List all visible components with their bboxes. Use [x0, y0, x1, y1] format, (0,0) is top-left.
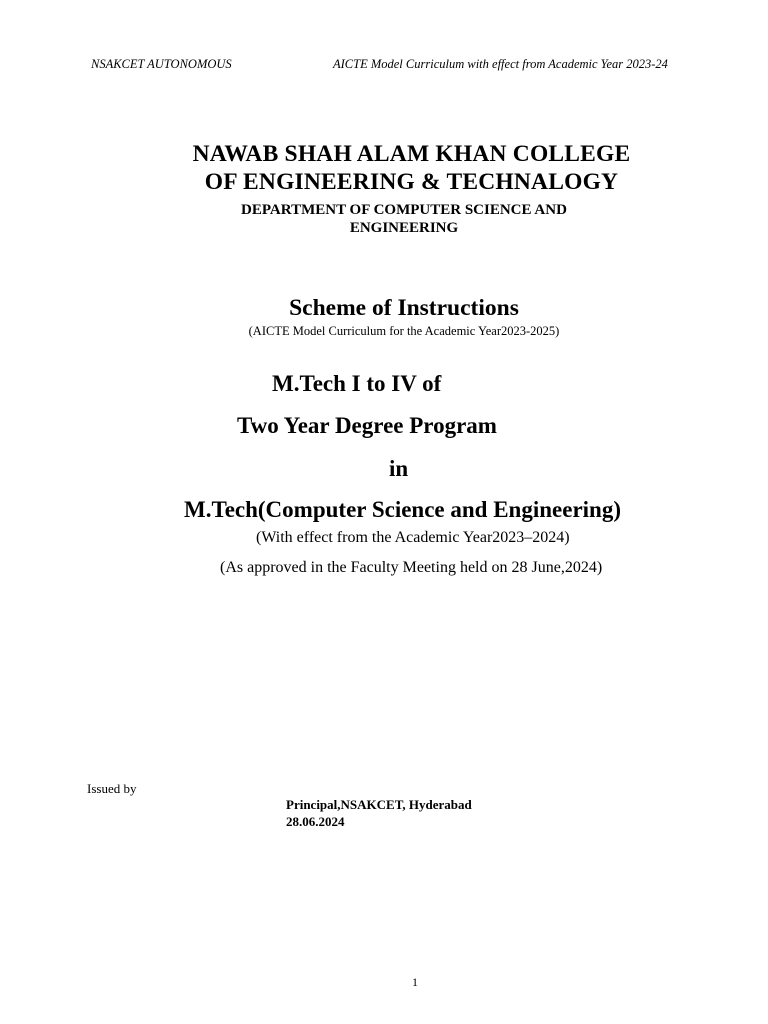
college-name-line-1: NAWAB SHAH ALAM KHAN COLLEGE: [192, 141, 631, 167]
running-header-right: AICTE Model Curriculum with effect from Academic Year 2023-24: [333, 57, 668, 71]
program-line-3: in: [389, 456, 409, 481]
college-name-line-2: OF ENGINEERING & TECHNALOGY: [204, 169, 619, 195]
page-number: 1: [412, 975, 418, 989]
department-name-line-1: DEPARTMENT OF COMPUTER SCIENCE AND: [241, 202, 567, 218]
document-subtitle: (AICTE Model Curriculum for the Academic Year2023-2025): [248, 324, 560, 338]
signatory: Principal,NSAKCET, Hyderabad: [286, 797, 472, 812]
program-line-1: M.Tech I to IV of: [272, 371, 442, 396]
approval-note: (As approved in the Faculty Meeting held on 28 June,2024): [220, 559, 603, 576]
running-header-left: NSAKCET AUTONOMOUS: [91, 57, 232, 71]
program-line-4: M.Tech(Computer Science and Engineering): [184, 497, 621, 522]
program-line-2: Two Year Degree Program: [237, 413, 497, 438]
issue-date: 28.06.2024: [286, 814, 345, 829]
issued-by-label: Issued by: [87, 781, 137, 796]
department-name-line-2: ENGINEERING: [349, 220, 459, 236]
document-title: Scheme of Instructions: [289, 295, 519, 321]
effect-note: (With effect from the Academic Year2023–2024): [256, 529, 570, 546]
